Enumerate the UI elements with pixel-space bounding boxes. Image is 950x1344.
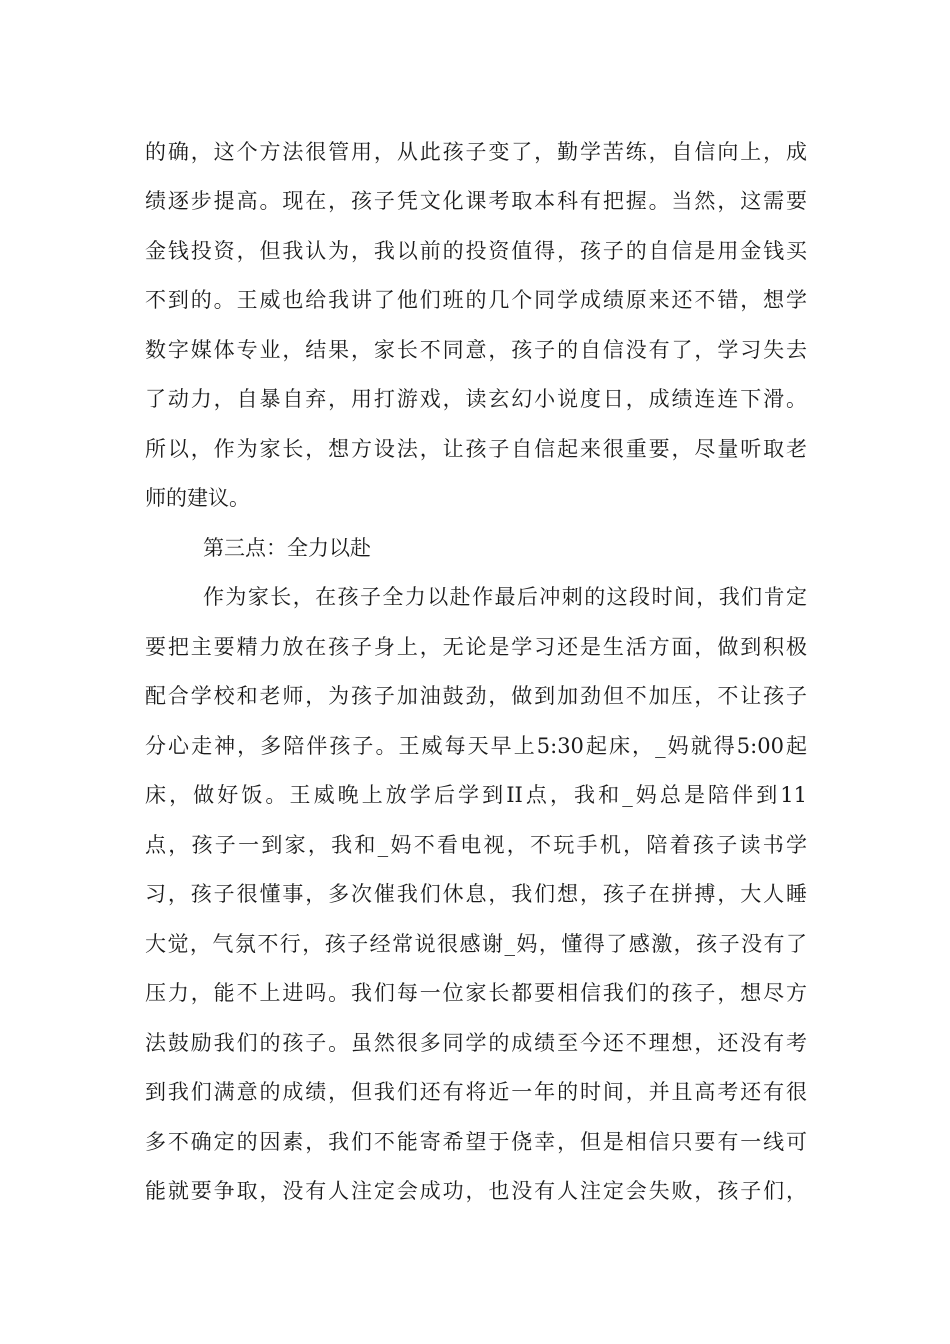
paragraph-line: 多不确定的因素，我们不能寄希望于侥幸，但是相信只要有一线可 (145, 1130, 807, 1154)
paragraph-line: 大觉，气氛不行，孩子经常说很感谢_妈，懂得了感激，孩子没有了 (145, 932, 807, 956)
paragraph-line: 点，孩子一到家，我和_妈不看电视，不玩手机，陪着孩子读书学 (145, 833, 807, 857)
paragraph-line: 习，孩子很懂事，多次催我们休息，我们想，孩子在拼搏，大人睡 (145, 882, 807, 906)
paragraph-line: 的确，这个方法很管用，从此孩子变了，勤学苦练，自信向上，成 (145, 140, 807, 164)
paragraph-line: 要把主要精力放在孩子身上，无论是学习还是生活方面，做到积极 (145, 635, 807, 659)
paragraph-line: 所以，作为家长，想方设法，让孩子自信起来很重要，尽量听取老 (145, 437, 807, 461)
section-heading: 第三点：全力以赴 (203, 536, 371, 560)
paragraph-line: 师的建议。 (145, 486, 250, 510)
paragraph-line: 配合学校和老师，为孩子加油鼓劲，做到加劲但不加压，不让孩子 (145, 684, 807, 708)
paragraph-line: 绩逐步提高。现在，孩子凭文化课考取本科有把握。当然，这需要 (145, 189, 807, 213)
paragraph-line: 作为家长，在孩子全力以赴作最后冲刺的这段时间，我们肯定 (203, 585, 807, 609)
paragraph-line: 不到的。王威也给我讲了他们班的几个同学成绩原来还不错，想学 (145, 288, 807, 312)
paragraph-line: 数字媒体专业，结果，家长不同意，孩子的自信没有了，学习失去 (145, 338, 807, 362)
paragraph-line: 法鼓励我们的孩子。虽然很多同学的成绩至今还不理想，还没有考 (145, 1031, 807, 1055)
paragraph-line: 分心走神，多陪伴孩子。王威每天早上5:30起床，_妈就得5:00起 (145, 734, 807, 758)
paragraph-line: 了动力，自暴自弃，用打游戏，读玄幻小说度日，成绩连连下滑。 (145, 387, 807, 411)
paragraph-line: 压力，能不上进吗。我们每一位家长都要相信我们的孩子，想尽方 (145, 981, 807, 1005)
paragraph-line: 到我们满意的成绩，但我们还有将近一年的时间，并且高考还有很 (145, 1080, 807, 1104)
paragraph-line: 床，做好饭。王威晚上放学后学到II点，我和_妈总是陪伴到11 (145, 783, 807, 807)
paragraph-line: 能就要争取，没有人注定会成功，也没有人注定会失败，孩子们， (145, 1179, 807, 1203)
paragraph-line: 金钱投资，但我认为，我以前的投资值得，孩子的自信是用金钱买 (145, 239, 807, 263)
